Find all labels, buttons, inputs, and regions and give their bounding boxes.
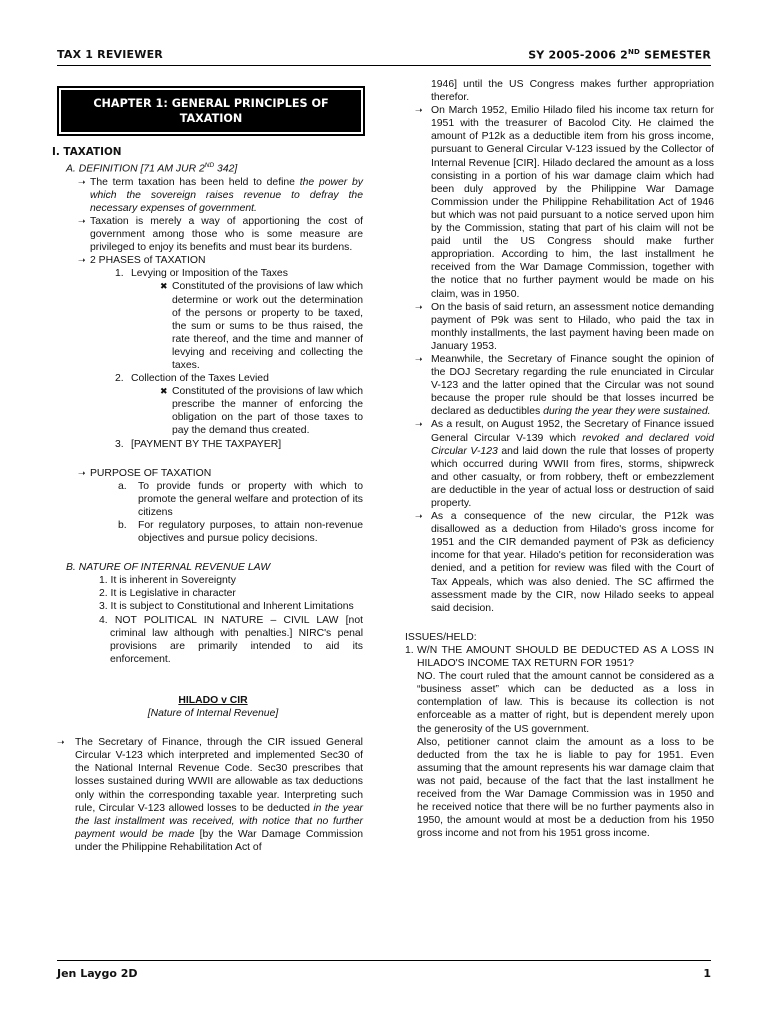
phase-2-text: Collection of the Taxes Levied [131, 373, 269, 385]
purpose-a-letter: a. [118, 480, 127, 492]
cross-bullet-icon: ✖ [160, 386, 168, 397]
definition-head: A. DEFINITION [71 AM JUR 2 [66, 163, 205, 175]
phase-1 [115, 267, 363, 280]
def1-italic: the power by which the sovereign raises revenue to defray the necessary expenses of government. [90, 176, 363, 214]
purpose-b-letter: b. [118, 520, 127, 531]
nature-heading: B. NATURE OF INTERNAL REVENUE LAW [66, 562, 271, 574]
page-header [57, 48, 711, 64]
purpose-heading-text: PURPOSE OF TAXATION [90, 467, 212, 479]
fact-4 [405, 353, 714, 418]
arrow-bullet-icon: ➝ [415, 511, 423, 522]
header-title: TAX 1 REVIEWER [57, 48, 163, 61]
section-taxation: I. TAXATION [52, 146, 122, 158]
fact-6-text: As a consequence of the new circular, the P12k was disallowed as a deduction from Hilado's gross income for 1951 and the CIR demanded payment of P3k as deficiency income for that year. Hilado's petition for reconsideration was denied, and a petition for review was filed with the Court of Tax Appeals, which was also denied. The SC affirmed the assessment made by the CIR, now Hilado seeks to appeal said decision. [431, 511, 714, 614]
arrow-bullet-icon: ➝ [78, 467, 86, 478]
case-title: HILADO v CIR [178, 694, 248, 706]
fact-4-italic: during the year they were sustained. [543, 406, 711, 418]
arrow-bullet-icon: ➝ [78, 176, 86, 187]
fact-3 [405, 301, 714, 353]
def2-text: Taxation is merely a way of apportioning the cost of government among those who is some measure are privileged to enjoy its benefits and must bear its burdens. [90, 215, 363, 254]
footer-author: Jen Laygo 2D [57, 967, 138, 980]
fact-3-text: On the basis of said return, an assessment notice demanding payment of P9k was sent to Hilado, who paid the tax in monthly installments, the last payment having been made on January 1953. [431, 301, 714, 352]
arrow-bullet-icon: ➝ [415, 301, 423, 312]
fact-6 [405, 510, 714, 615]
phases-heading-text: 2 PHASES of TAXATION [90, 255, 206, 267]
fact-4-text: Meanwhile, the Secretary of Finance sought the opinion of the DOJ Secretary regarding the rule enunciated in Circular V-123 and the latter opined that the Circular was not sound because the proper rule should be that losses incurred be declared as deductibles [431, 353, 714, 418]
phase-3 [115, 438, 363, 451]
issue-1 [405, 644, 714, 670]
definition-sup: ND [204, 162, 215, 170]
nature-item-2: 2. It is Legislative in character [99, 588, 236, 600]
header-semester-tail: SEMESTER [640, 48, 711, 62]
nature-item-4: 4. NOT POLITICAL IN NATURE – CIVIL LAW [not criminal law although with penalties.] NIRC's penal provisions are primarily intended to aid its enforcement. [99, 614, 363, 665]
arrow-bullet-icon: ➝ [415, 353, 423, 364]
left-column [52, 78, 363, 854]
header-semester-main: SY 2005-2006 2 [528, 48, 628, 62]
arrow-bullet-icon: ➝ [415, 419, 423, 430]
phase-1-text: Levying or Imposition of the Taxes [131, 268, 288, 280]
fact-1-tail: [by the War Damage Commission under the Philippine Rehabilitation Act of [75, 828, 363, 853]
fact-1-text: The Secretary of Finance, through the CIR issued General Circular V-123 which interpreted and implemented Sec30 of the National Internal Revenue Code. Sec30 prescribes that losses sustained during WWII are allowable as tax deductions only within the corresponding taxable year. Interpreting such rule, Circular V-123 allowed losses to be deducted [75, 737, 363, 814]
phase-2 [115, 372, 363, 385]
fact-1 [57, 736, 363, 854]
phase-3-text: [PAYMENT BY THE TAXPAYER] [131, 438, 282, 450]
arrow-bullet-icon: ➝ [57, 737, 65, 748]
chapter-heading-line1: CHAPTER 1: GENERAL PRINCIPLES OF [93, 97, 329, 110]
chapter-heading-box [57, 86, 365, 136]
phase-2-detail [158, 385, 363, 437]
issue-1-text: W/N THE AMOUNT SHOULD BE DEDUCTED AS A LOSS IN HILADO'S INCOME TAX RETURN FOR 1951? [417, 644, 714, 670]
purpose-b [118, 519, 363, 545]
fact-5 [405, 418, 714, 510]
header-semester [528, 48, 711, 62]
case-subtitle: [Nature of Internal Revenue] [147, 708, 279, 720]
page-number: 1 [703, 967, 711, 980]
def1-text: The term taxation has been held to define [90, 176, 300, 188]
fact-1-italic: in the year the last installment was received, with notice that no further payment would be made [75, 802, 363, 840]
purpose-a-text: To provide funds or property with which to promote the general welfare and protection of its citizens [138, 480, 363, 518]
fact-5-italic: revoked and declared void Circular V-123 [431, 432, 714, 457]
definition-heading [66, 159, 363, 176]
nature-item-3: 3. It is subject to Constitutional and Inherent Limitations [99, 601, 354, 613]
arrow-bullet-icon: ➝ [78, 215, 86, 226]
purpose-b-text: For regulatory purposes, to attain non-revenue objectives and pursue policy decisions. [138, 520, 363, 545]
cross-bullet-icon: ✖ [160, 281, 168, 292]
arrow-bullet-icon: ➝ [78, 255, 86, 266]
phases-heading [78, 254, 363, 267]
held-2: Also, petitioner cannot claim the amount as a loss to be deducted from the tax he is liable to pay for 1951. Even assuming that the amount represents his war damage claim that was not paid, because of the fact that the last installment he received from the War Damage Commission was in 1950 and he received notice that there will be no further payments also in 1950, the amount would at most be a deduction from his 1950 gross income and not from his 1951 gross income. [417, 736, 714, 840]
phase-1-detail-text: Constituted of the provisions of law which determine or work out the determination of the persons or property to be taxed, the sum or sums to be thus raised, the rate thereof, and the time and manner of levying and receiving and collecting the taxes. [172, 281, 363, 371]
chapter-heading [61, 90, 361, 132]
chapter-heading-line2: TAXATION [179, 112, 243, 125]
fact-2-text: On March 1952, Emilio Hilado filed his income tax return for 1951 with the treasurer of Bacolod City. He claimed the amount of P12k as a deductible item from his gross income, pursuant to General Circular V-123 issued by the Collector of Internal Revenue [CIR]. Hilado declared the amount as a loss consisting in a portion of his war damage claim which had been duly approved by the Philippine War Damage Commission under the Philippine Rehabilitation Act of 1946 but which was not paid pursuant to a notice served upon him by the Commission, stating that part of his claim will not be paid until the US Congress should make further appropriation. According to him, the last installment he received from the War Damage Commission, together with the notice that no further payment would be made on his claim, was in 1950. [431, 105, 714, 300]
right-column [405, 78, 714, 840]
continued-text: 1946] until the US Congress makes further appropriation therefor. [431, 79, 714, 104]
held-1: NO. The court ruled that the amount cannot be considered as a “business asset” which can be deducted as a loss in contemplation of law. This is because its collection is not enforceable as a matter of right, but is dependent merely upon the generosity of the US government. [417, 671, 714, 735]
phase-1-detail [158, 280, 363, 372]
footer-rule [57, 960, 711, 961]
purpose-a [118, 480, 363, 519]
definition-tail: 342] [214, 163, 238, 175]
definition-item-1 [78, 176, 363, 215]
fact-2 [405, 104, 714, 300]
phase-3-number: 3. [115, 438, 124, 450]
arrow-bullet-icon: ➝ [415, 105, 423, 116]
issue-1-number: 1. [405, 644, 414, 656]
fact-5-tail: and laid down the rule that losses of property which occurred during WWII from fires, storms, shipwreck and other casualty, or from robbery, theft or embezzlement are deductible in the year of actual loss or destruction of said property. [431, 445, 715, 509]
nature-item-1: 1. It is inherent in Sovereignty [99, 575, 236, 587]
issues-heading: ISSUES/HELD: [405, 631, 477, 643]
definition-item-2 [78, 215, 363, 254]
phase-2-number: 2. [115, 373, 124, 385]
phase-1-number: 1. [115, 268, 124, 280]
fact-5-text: As a result, on August 1952, the Secretary of Finance issued General Circular V-139 which [431, 419, 714, 444]
header-rule [57, 65, 711, 66]
header-semester-sup: ND [627, 48, 641, 56]
phase-2-detail-text: Constituted of the provisions of law which prescribe the manner of enforcing the obligation on the part of those taxes to pay the demand thus created. [172, 386, 363, 437]
purpose-heading [78, 467, 363, 480]
